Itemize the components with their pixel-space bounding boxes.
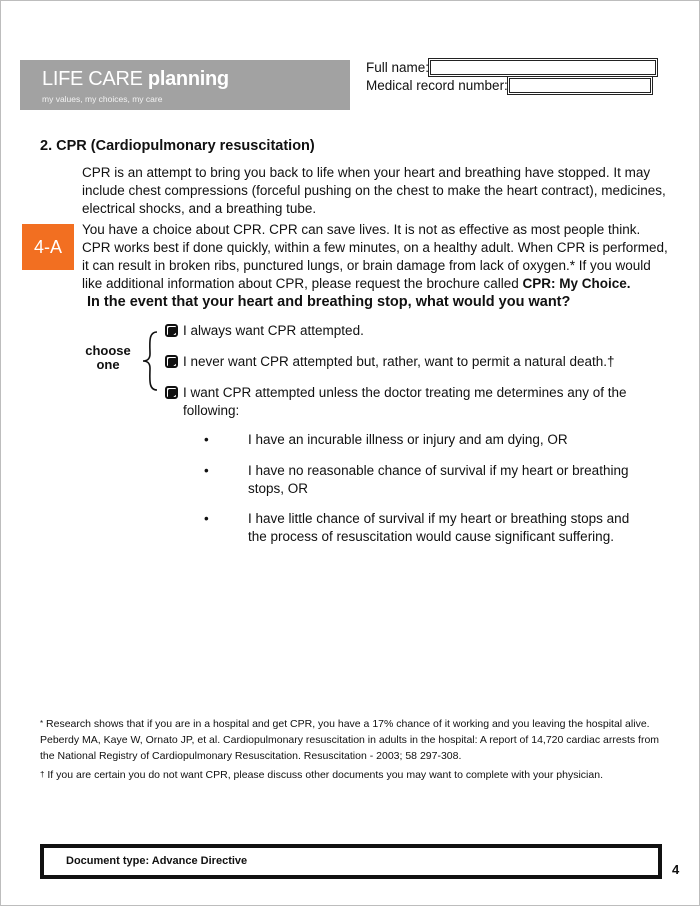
- brand-tagline: my values, my choices, my care: [42, 94, 163, 104]
- condition-text: I have an incurable illness or injury and am dying, OR: [248, 432, 568, 447]
- full-name-row: [366, 60, 656, 75]
- footnote-text: Research shows that if you are in a hospital and get CPR, you have a 17% chance of it working and you leaving the hospital alive. Peberdy MA, Kaye W, Ornato JP, et al. Cardiopulmonary resuscitation in adults in the hospital: A report of 14,720 cardiac arrests from the National Registry of Cardiopulmonary Resuscitation. Resuscitation - 2003; 58 297-308.: [40, 718, 660, 762]
- checkbox-icon[interactable]: [165, 355, 178, 368]
- brochure-name: CPR: My Choice.: [522, 276, 631, 291]
- option-label: I want CPR attempted unless the doctor treating me determines any of the following:: [183, 385, 627, 418]
- choice-body: You have a choice about CPR. CPR can save lives. It is not as effective as most people think. CPR works best if done quickly, within a few minutes, on a healthy adult. When CPR is performed, it can result in broken ribs, punctured lungs, or brain damage from lack of oxygen.* If you would like additional information about CPR, please request the brochure called: [82, 222, 668, 291]
- full-name-field[interactable]: [430, 60, 656, 75]
- bullet-icon: •: [204, 511, 209, 526]
- section-tab: 4-A: [22, 224, 74, 270]
- choose-one-label: choose one: [85, 343, 131, 372]
- question: In the event that your heart and breathing stop, what would you want?: [87, 294, 571, 310]
- option-never-cpr[interactable]: [165, 353, 615, 371]
- condition-text: I have no reasonable chance of survival if my heart or breathing stops, OR: [248, 463, 629, 496]
- checkbox-icon[interactable]: [165, 386, 178, 399]
- footnote-mark: *: [40, 719, 44, 728]
- cpr-intro: CPR is an attempt to bring you back to life when your heart and breathing have stopped. It may include chest compressions (forceful pushing on the chest to make the heart contract), medicines, electrical shocks, and a breathing tube.: [82, 165, 666, 216]
- page-number: 4: [672, 862, 680, 877]
- option-conditional-cpr[interactable]: [165, 384, 645, 420]
- option-always-cpr[interactable]: [165, 322, 364, 340]
- mrn-label: Medical record number:: [366, 78, 508, 93]
- brand-logo: LIFE CARE planning: [42, 68, 229, 90]
- bullet-icon: •: [204, 463, 209, 478]
- checkbox-icon[interactable]: [165, 324, 178, 337]
- footnote-mark: †: [40, 770, 45, 779]
- option-label: I always want CPR attempted.: [183, 323, 364, 338]
- footnote-dagger: [40, 767, 665, 783]
- bullet-icon: •: [204, 432, 209, 447]
- condition-text: I have little chance of survival if my heart or breathing stops and the process of resuscitation would cause significant suffering.: [248, 511, 630, 544]
- footnote-text: If you are certain you do not want CPR, please discuss other documents you may want to complete with your physician.: [47, 769, 603, 781]
- section-title: 2. CPR (Cardiopulmonary resuscitation): [40, 138, 315, 154]
- header-banner: [20, 60, 350, 110]
- footnote-research: [40, 716, 665, 764]
- mrn-field[interactable]: [509, 78, 651, 93]
- document-type-box: [40, 844, 662, 879]
- document-type-label: Document type: Advance Directive: [66, 855, 248, 867]
- full-name-label: Full name:: [366, 60, 430, 75]
- mrn-row: [366, 78, 651, 93]
- option-label: I never want CPR attempted but, rather, want to permit a natural death.†: [183, 354, 615, 369]
- brace-icon: [140, 330, 160, 392]
- cpr-choice-text: [82, 221, 672, 293]
